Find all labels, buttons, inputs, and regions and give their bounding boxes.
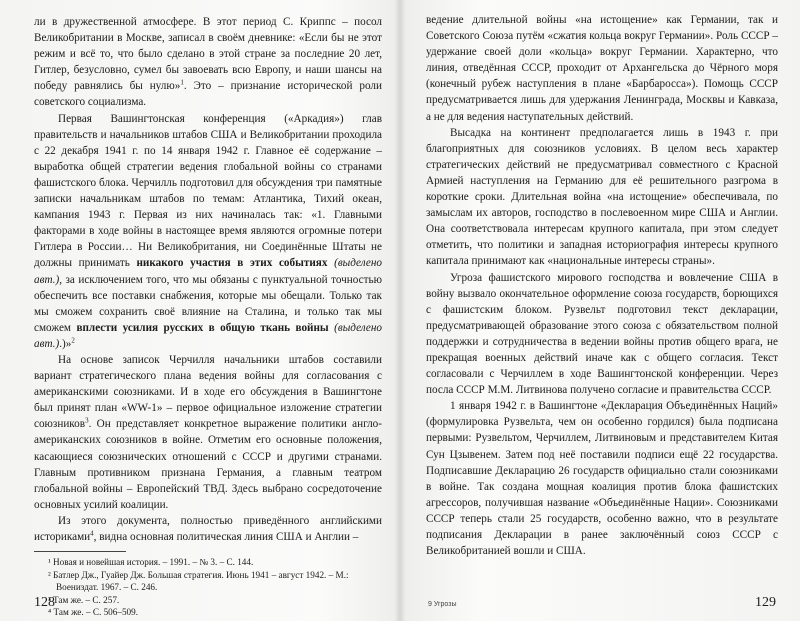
right-page-body [426, 12, 778, 559]
footnote-ref: 3 [85, 416, 89, 425]
left-page-body [34, 14, 382, 545]
left-paragraph-2 [34, 111, 382, 352]
footnotes [34, 556, 382, 619]
left-p2-text: Первая Вашингтонская конференция («Аркадия») глав правительств и начальников штабов США и Великобритании проходила с 22 декабря 1941 г. по 14 января 1942 г. Главное её содержание – выработка общей стратегии ведения глобальной войны со странами фашистского блока. Черчилль подготовил для обсуждения три памятные записки начальникам штабов по темам: Атлантика, Тихий океан, кампания 1943 г. Первая из них начиналась так: «1. Главными факторами в ходе войны в настоящее время являются огромные потери Гитлера в России… Ни Великобритания, ни Соединённые Штаты не должны принимать [34, 112, 382, 270]
emphasis-italic: (выделено авт.) [34, 321, 383, 350]
emphasis-bold: никакого участия в этих событиях [136, 257, 328, 270]
right-page [400, 0, 800, 621]
left-p3-tail: . Он представляет конкретное выражение политики англо-американских союзников в войне. Отметим его основные положения, касающиеся союзнических отношений с СССР и другими странами. Главным противником признана Германия, а главным театром глобальной войны – Европейский ТВД. Здесь выбрано сосредоточение основных усилий коалиции. [34, 418, 382, 511]
footnote-ref: 2 [71, 336, 75, 345]
page-number-right: 129 [755, 595, 776, 610]
right-paragraph-2: Высадка на континент предполагается лишь в 1943 г. при благоприятных для союзников условиях. В целом весь характер стратегических действий не предусматривал совместного с Красной Армией наступления на Германию для её решительного разгрома в короткие сроки. Длительная война «на истощение» обеспечивала, по замыслам их авторов, господство в послевоенном мире США и Англии. Она соответствовала интересам крупного капитала, при этом следует отметить, что политики и западная историография интересы крупного капитала принимают как «национальные интересы страны». [426, 126, 778, 268]
footnote-ref: 4 [90, 529, 94, 538]
right-paragraph-3: Угроза фашистского мирового господства и вовлечение США в войну вызвало окончательное оформление союза государств, борющихся с фашистским блоком. Рузвельт подготовил текст декларации, предусматривающей образование этого союза с обязательством полной поддержки и сотрудничества в ведении войны против общего врага, не прекращая военных действий иначе как с общего согласия. Текст согласовали с Черчиллем в ходе Вашингтонской конференции. Через посла СССР М.М. Литвинова получено согласие и правительства СССР. [426, 271, 778, 397]
left-p2-mid: , за исключением того, что мы обязаны с пунктуальной точностью обеспечить все поставки снабжения, которые мы обещали. Только так мы сможем сохранить своё влияние на Сталина, и только так мы сможем [34, 273, 382, 334]
left-p4-tail: , видна основная политическая линия США и Англии – [93, 531, 359, 543]
left-paragraph-1 [34, 14, 382, 111]
left-p2-end: .)» [59, 337, 72, 350]
footnote-ref: 1 [180, 78, 184, 87]
left-p3-text: На основе записок Черчилля начальники штабов составили вариант стратегического плана ведения войны для согласования с американскими союзниками. И в ходе его обсуждения в Вашингтоне был принят план «WW-1» – первое официальное изложение стратегии союзников [34, 353, 382, 431]
footnote-1: ¹ Новая и новейшая история. – 1991. – № 3. – С. 144. [48, 557, 254, 568]
left-p1-tail: . Это – признание исторической роли советского социализма. [34, 80, 382, 109]
right-paragraph-1: ведение длительной войны «на истощение» как Германии, так и Советского Союза путём «сжатия кольца вокруг Германии». Роль СССР – удержание своей доли «кольца» вокруг Германии. Характерно, что линия, отведённая СССР, проходит от Архангельска до Чёрного моря (конечный рубеж наступления в плане «Барбаросса»). Помощь СССР предусматривается лишь для удержания Ленинграда, Москвы и Кавказа, а не для ведения наступательных действий. [426, 14, 778, 123]
left-p1-text: ли в дружественной атмосфере. В этот период С. Криппс – посол Великобритании в Москве, записал в своём дневнике: «Если бы не этот режим и всё то, что было сделано в этой стране за последние 20 лет, Гитлер, безусловно, сумел бы завоевать всю Европу, и наши шансы на победу равнялись бы нулю» [34, 16, 382, 93]
emphasis-bold: вплести усилия русских в общую ткань войны [76, 321, 329, 334]
footnote-3: ³ Там же. – С. 257. [48, 594, 120, 605]
footnote-divider [34, 551, 126, 552]
right-paragraph-4: 1 января 1942 г. в Вашингтоне «Декларация Объединённых Наций» (формулировка Рузвельта, чем он особенно гордился) была подписана первыми: Рузвельтом, Черчиллем, Литвиновым и представителем Китая Сун Цзывенем. Затем под неё поставили подписи ещё 22 государства. Подписавшие Декларацию 26 государств официально стали союзниками в войне. Так создана мощная коалиция против блока фашистских агрессоров, получившая название «Объединённые Нации». Союзниками СССР теперь стали 25 государств, особенно важно, что в результате подписания Декларации в ранее заключённый союз СССР с Великобританией вошли и США. [426, 400, 778, 558]
left-paragraph-3 [34, 352, 382, 513]
left-paragraph-4 [34, 513, 382, 545]
footnote-4: ⁴ Там же. – С. 506–509. [48, 607, 139, 618]
left-p4-text: Из этого документа, полностью приведённого английскими историками [34, 514, 382, 543]
footnote-2: ² Батлер Дж., Гуайер Дж. Большая стратегия. Июнь 1941 – август 1942. – М.: Воениздат. 1967. – С. 246. [48, 569, 349, 593]
running-footer: 9 Угрозы [428, 601, 457, 608]
page-number-left: 128 [34, 595, 55, 610]
emphasis-italic: (выделено авт.) [34, 257, 383, 286]
